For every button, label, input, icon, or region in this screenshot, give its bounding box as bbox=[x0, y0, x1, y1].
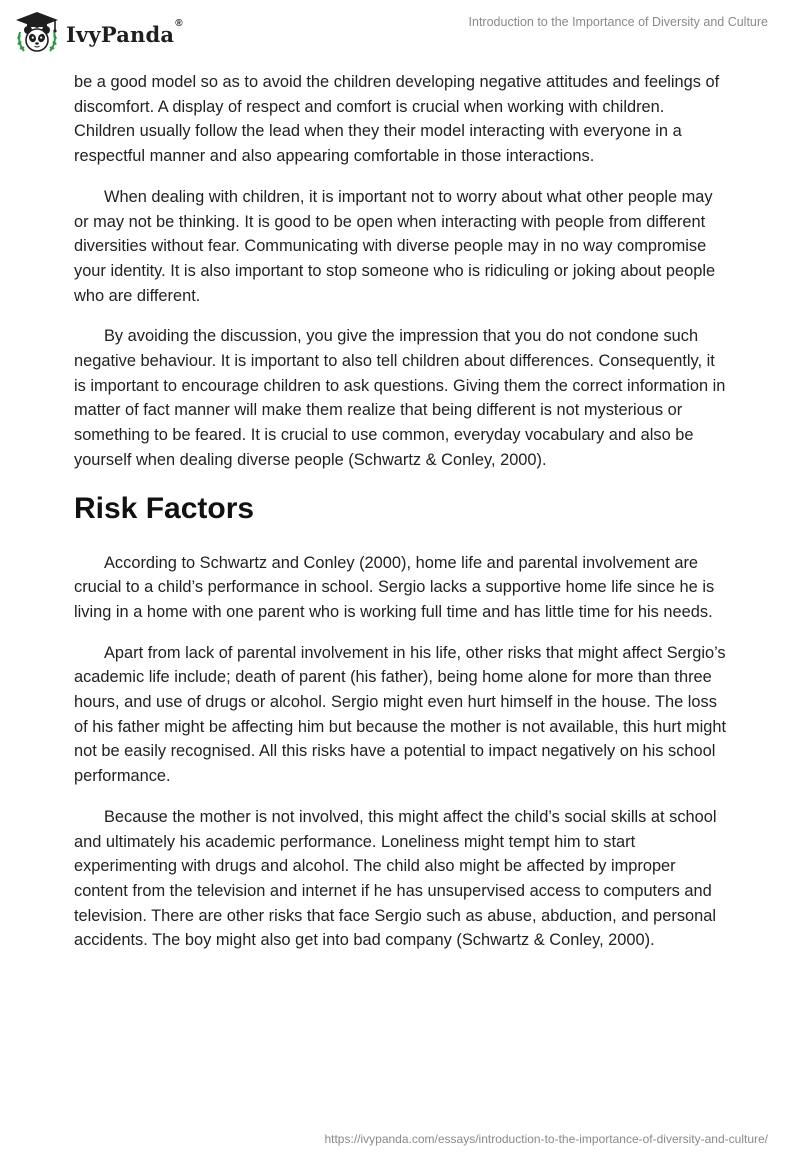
paragraph: By avoiding the discussion, you give the impression that you do not condone such negative behaviour. It is important to also tell children about differences. Consequently, it is important to encourage children to ask questions. Giving them the correct information in matter of fact manner will make them realize that being different is not mysterious or something to be feared. It is crucial to use common, everyday vocabulary and also be yourself when dealing diverse people (Schwartz & Conley, 2000). bbox=[74, 327, 726, 469]
source-url-link[interactable]: https://ivypanda.com/essays/introduction-to-the-importance-of-diversity-and-culture/ bbox=[324, 1132, 768, 1146]
paragraph: According to Schwartz and Conley (2000), home life and parental involvement are crucial to a child’s performance in school. Sergio lacks a supportive home life since he is living in a home with one parent who is working full time and has little time for his needs. bbox=[74, 553, 715, 621]
paragraph: be a good model so as to avoid the children developing negative attitudes and feelings of discomfort. A display of respect and comfort is crucial when working with children. Children usually follow the lead when they their model interacting with everyone in a respectful manner and also appearing comfortable in those interactions. bbox=[74, 73, 720, 166]
ivypanda-logo[interactable] bbox=[14, 10, 183, 56]
paragraph: When dealing with children, it is important not to worry about what other people may or may not be thinking. It is good to be open when interacting with people from different diversities without fear. Communicating with diverse people may in no way compromise your identity. It is also important to stop someone who is ridiculing or joking about people who are different. bbox=[74, 187, 716, 305]
essay-content bbox=[74, 70, 728, 969]
panda-graduate-icon bbox=[14, 10, 60, 56]
page-header bbox=[0, 0, 800, 64]
paragraph: Because the mother is not involved, this might affect the child’s social skills at school and ultimately his academic performance. Loneliness might tempt him to start experimenting with drugs and alcohol. The child also might be affected by improper content from the television and internet if he has unsupervised access to computers and television. There are other risks that face Sergio such as abuse, abduction, and personal accidents. The boy might also get into bad company (Schwartz & Conley, 2000). bbox=[74, 807, 717, 950]
logo-wordmark bbox=[66, 17, 183, 47]
document-title: Introduction to the Importance of Diversity and Culture bbox=[468, 15, 768, 29]
registered-mark: ® bbox=[175, 17, 183, 29]
logo-text: IvyPanda bbox=[66, 21, 175, 47]
paragraph: Apart from lack of parental involvement in his life, other risks that might affect Sergio’s academic life include; death of parent (his father), being home alone for more than three hours, and use of drugs or alcohol. Sergio might even hurt himself in the house. The loss of his father might be affecting him but because the mother is not available, this hurt might not be easily recognised. All this risks have a potential to impact negatively on his school performance. bbox=[74, 643, 727, 786]
section-heading-risk-factors: Risk Factors bbox=[74, 491, 255, 525]
